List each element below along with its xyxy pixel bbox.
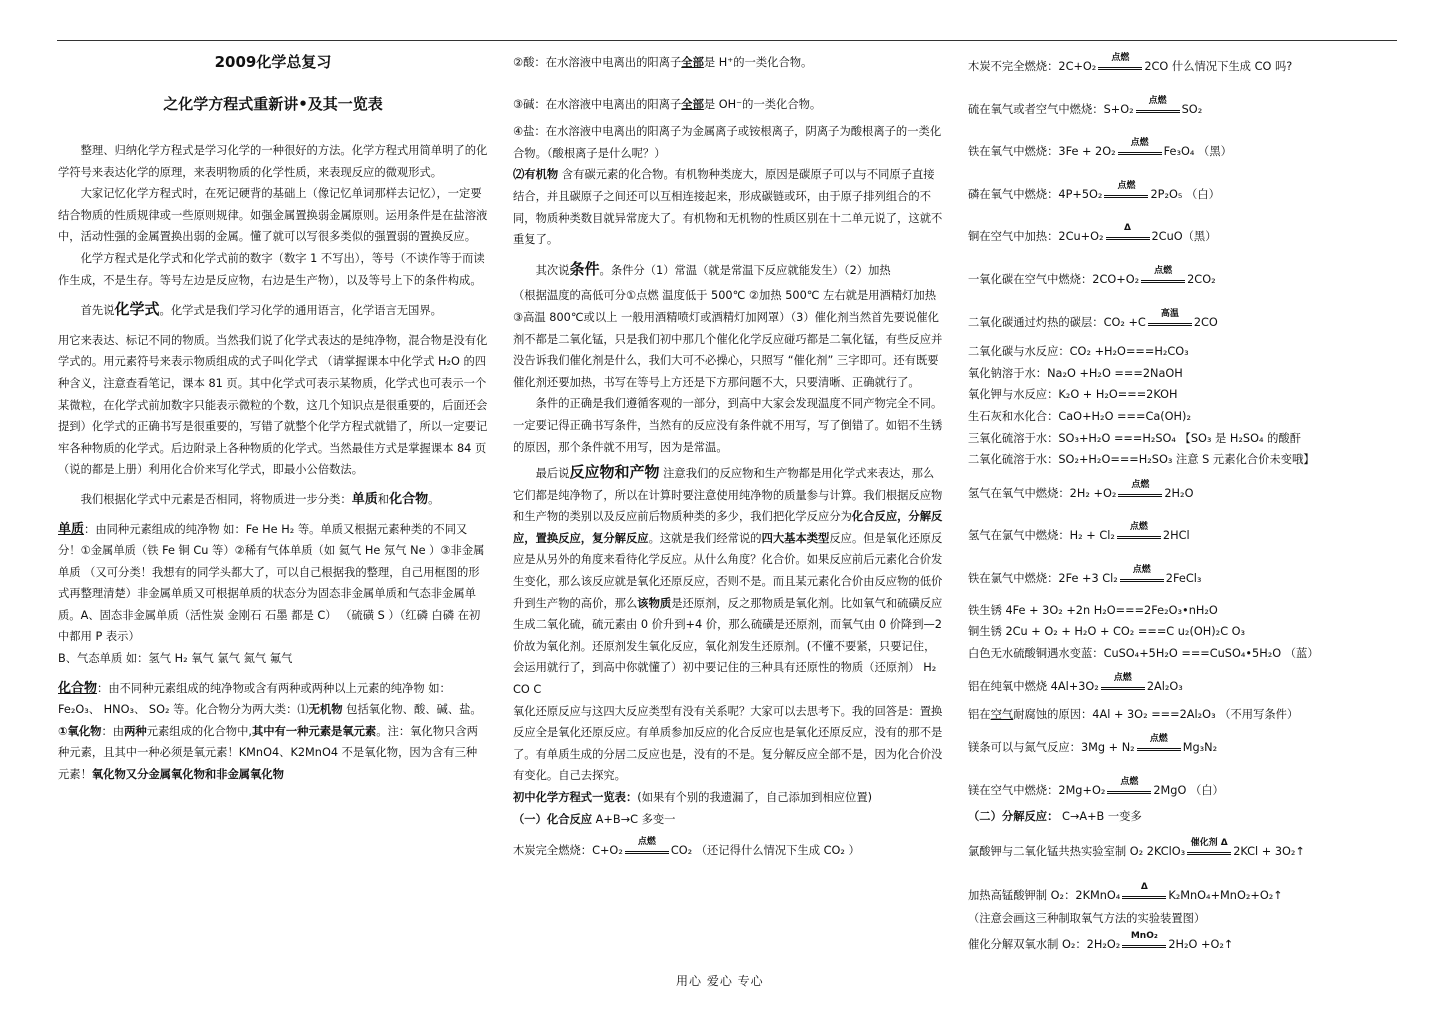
text: 注意我们的反应物和生产物都是用化学式来表达，那么它们都是纯净物了，所以在计算时要注意使用纯净物的质量参与计算。我们根据反应物和生产物的类别以及反应前后物质种类的多少，我们把化学反应分为	[513, 467, 943, 524]
text: 木炭不完全燃烧：2C+O₂	[968, 60, 1097, 73]
text: 镁在空气中燃烧：2Mg+O₂	[968, 784, 1106, 798]
text: 2H₂O	[1164, 486, 1194, 500]
equals-sign	[1120, 881, 1168, 899]
text: 硫在氧气或者空气中燃烧：S+O₂	[968, 102, 1134, 116]
text: 2Al₂O₃	[1146, 680, 1183, 694]
condition-label: 点燃	[1131, 479, 1150, 490]
double-bar	[1118, 152, 1162, 155]
doc-title: 2009化学总复习	[214, 53, 332, 71]
text: 2H₂O +O₂↑	[1168, 938, 1234, 952]
text: 2KCl + 3O₂↑	[1233, 845, 1305, 859]
paragraph-redox: 氧化还原反应与这四大反应类型有没有关系呢？大家可以去思考下。我的回答是：置换反应全是氧化还原反应。有单质参加反应的化合反应也是氧化还原反应，没有的那不是了。有单质生成的分居二反应也是，没有的不是。复分解反应全部不是，因为化合价没有变化。自己去探究。	[513, 704, 943, 783]
condition-label: 点燃	[1154, 265, 1173, 276]
equals-sign	[1099, 673, 1147, 690]
text: 是 H⁺的一类化合物。	[703, 56, 813, 69]
column-right	[968, 48, 1398, 956]
note-apparatus: （注意会画这三种制取氧气方法的实验装置图）	[968, 912, 1206, 926]
text: 是还原剂，反之那物质是氧化剂。比如氧气和硫磺反应生成二氧化硫，硫元素由 0 价升到+4 价，那么硫磺是还原剂，而氧气由 0 价降到—2 价故为氧化剂。还原剂发生氧化反应，氧化剂发生还原剂。(不懂不要紧，只要记住，会运用就行了，到高中你就懂了）初中要记住的三种具有还原性的物质（还原剂） H₂ CO C	[513, 596, 943, 697]
equals-sign	[1096, 53, 1144, 70]
condition-label: 点燃	[1117, 180, 1136, 191]
list-heading	[513, 787, 945, 809]
text: 。条件分（1）常温（就是常温下反应就能发生）（2）加热	[599, 263, 891, 277]
equation-row	[968, 138, 1398, 163]
double-bar	[1122, 945, 1166, 948]
text: SO₂	[1181, 102, 1203, 116]
equation-row	[968, 265, 1398, 291]
equation-row	[968, 53, 1398, 78]
def-acid	[513, 52, 945, 74]
text: 氯酸钾与二氧化锰共热实验室制 O₂ 2KClO₃	[968, 845, 1186, 859]
text: 2FeCl₃	[1165, 571, 1202, 585]
equation-kclo3	[968, 838, 1398, 863]
term-element: 单质	[351, 491, 378, 507]
paragraph-condition: （根据温度的高低可分①点燃 温度低于 500℃ ②加热 500℃ 左右就是用酒精灯加热③高温 800℃或以上 一般用酒精喷灯或酒精灯加网罩）（3）催化剂当然首先要说催化剂不都是二氧化锰，只是我们初中那几个催化化学反应碰巧都是二氧化锰，有些反应并没告诉我们催化剂是什么，我们大可不必操心，只照写 “催化剂” 三字即可。还有既要催化剂还要加热，书写在等号上方还是下方那问题不大，只要清晰、正确就行了。	[513, 289, 943, 389]
equals-sign	[623, 837, 671, 854]
text: 化合反应，分解反应，置换反应，复分解反应	[513, 510, 943, 545]
equals-sign	[1120, 931, 1168, 948]
text: ③碱：在水溶液中电离出的阳离子	[513, 97, 682, 111]
text: 铁在氧气中燃烧：3Fe + 2O₂	[968, 145, 1116, 159]
double-bar	[1098, 67, 1142, 70]
double-bar	[1107, 791, 1151, 794]
paragraph-condition-2: 条件的正确是我们遵循客观的一部分，到高中大家会发现温度不同产物完全不同。一定要记得正确书写条件，当然有的反应没有条件就不用写，写了倒错了。如铝不生锈的原因，那个条件就不用写，因为是常温。	[513, 397, 943, 454]
equals-sign	[1139, 265, 1187, 283]
equation-list-1	[968, 53, 1398, 333]
equals-sign	[1134, 95, 1182, 113]
double-bar	[1120, 579, 1164, 582]
text: 催化分解双氧水制 O₂：2H₂O₂	[968, 938, 1121, 952]
condition-label: Δ	[1124, 223, 1131, 234]
text: 空气	[990, 707, 1014, 721]
text: 。	[428, 492, 440, 506]
equals-sign	[1135, 734, 1183, 751]
equation-row: 氧化钾与水反应：K₂O + H₂O===2KOH	[968, 388, 1178, 402]
paragraph-condition-heading	[513, 259, 945, 282]
text: 2P₂O₅ （白）	[1150, 187, 1220, 201]
text: 2CO₂	[1187, 272, 1216, 286]
equals-sign	[1116, 479, 1164, 497]
double-bar	[1122, 896, 1166, 899]
double-bar	[1137, 748, 1181, 751]
equation-row: 生石灰和水化合：CaO+H₂O ===Ca(OH)₂	[968, 409, 1191, 423]
equation-row: 铜生锈 2Cu + O₂ + H₂O + CO₂ ===C u₂(OH)₂C O₃	[968, 625, 1246, 639]
condition-label: 点燃	[1113, 673, 1132, 684]
text: 木炭完全燃烧：C+O₂	[513, 844, 623, 858]
text: 2CO	[1193, 315, 1218, 329]
condition-label: 点燃	[1129, 522, 1148, 533]
text: ：由	[101, 724, 125, 738]
column-left	[58, 48, 488, 786]
text: 一氧化碳在空气中燃烧：2CO+O₂	[968, 272, 1140, 286]
text: K₂MnO₄+MnO₂+O₂↑	[1168, 888, 1283, 902]
double-bar	[1117, 536, 1161, 539]
text: 。这就是我们经常说的	[648, 531, 762, 545]
equation-h2o2	[968, 931, 1398, 956]
text: 元素组成的化合物中,	[146, 724, 252, 738]
condition-label: MnO₂	[1130, 931, 1158, 942]
double-bar	[1141, 280, 1185, 283]
equation-row	[968, 734, 1398, 759]
column-middle	[513, 48, 945, 862]
text: 全部	[681, 97, 704, 111]
condition-label: Δ	[1140, 881, 1148, 892]
text: 最后说	[535, 467, 570, 481]
equation-list-3	[968, 734, 1398, 801]
equation-list-plain-1	[968, 341, 1398, 471]
equation-row: 三氧化硫溶于水：SO₃+H₂O ===H₂SO₄ 【SO₃ 是 H₂SO₄ 的酸酐	[968, 431, 1302, 445]
text: 其中有一种元素是氧元素	[251, 724, 377, 738]
paragraph-memory: 大家记忆化学方程式时，在死记硬背的基础上（像记忆单词那样去记忆），一定要结合物质的性质规律或一些原则规律。如强金属置换弱金属原则。运用条件是在盐溶液中，活动性强的金属置换出弱的金属。懂了就可以写很多类似的强置弱的置换反应。	[58, 187, 488, 244]
text: 初中化学方程式一览表：	[513, 791, 638, 804]
text: 2CO 什么情况下生成 CO 吗?	[1144, 60, 1293, 73]
condition-label: 点燃	[1148, 95, 1167, 106]
paragraph-formula: 用它来表达、标记不同的物质。当然我们说了化学式表达的是纯净物，混合物是没有化学式的。用元素符号来表示物质组成的式子叫化学式 （请掌握课本中化学式 H₂O 的四种含义，注意查看笔记，课本 81 页。其中化学式可表示某物质，化学式也可表示一个某微粒，在化学式前加数字只能表示微粒的个数，这几个知识点是很重要的，后面还会提到）化学式的正确书写是很重要的，写错了就整个化学方程式就错了，所以一定要记牢各种物质的化学式。后边附录上各种物质的化学式。当然最佳方式是掌握课本 84 页（说的都是上册）利用化合价来写化学式，即最小公倍数法。	[58, 333, 488, 477]
term-element-head: 单质	[58, 521, 85, 537]
condition-label: 催化剂 Δ	[1190, 838, 1228, 849]
text: 含有碳元素的化合物。有机物种类庞大，原因是碳原子可以与不同原子直接结合，并且碳原子之间还可以互相连接起来，形成碳链或环，由于原子排列组合的不同，物质种类数目就异常庞大了。有机物和无机物的性质区别在十二单元说了，这就不重复了。	[513, 168, 943, 247]
paragraph-reactants	[513, 462, 945, 701]
equation-row: 白色无水硫酸铜遇水变蓝：CuSO₄+5H₂O ===CuSO₄•5H₂O （蓝）	[968, 646, 1319, 660]
equation-row	[968, 180, 1398, 206]
paragraph-intro: 整理、归纳化学方程式是学习化学的一种很好的方法。化学方程式用简单明了的化学符号来表达化学的原理，来表明物质的化学性质，来表现反应的微观形式。	[58, 144, 488, 179]
text: 两种	[124, 724, 147, 738]
condition-label: 点燃	[637, 837, 656, 848]
condition-label: 点燃	[1132, 564, 1151, 575]
equation-list-plain-2	[968, 600, 1398, 665]
text: 。注：氧化物只含两种元素，且其中一种必须是氧元素！KMnO4、K2MnO4 不是氧化物，因为含有三种元素！	[58, 724, 478, 782]
equals-sign	[1104, 223, 1152, 240]
text: ：由同种元素组成的纯净物 如：Fe He H₂ 等。单质又根据元素种类的不同又分！①金属单质（铁 Fe 铜 Cu 等）②稀有气体单质（如 氦气 He 氖气 Ne ）③非金属单质 （又可分类！我想有的同学头都大了，可以自己根据我的整理，自己用框图的形式再整理清楚）非金属单质又可根据单质的状态分为固态非金属单质和气态非金属单质。A、固态非金属单质（活性炭 金刚石 石墨 都是 C） （硫磺 S ）（红磷 白磷 在初中都用 P 表示）	[58, 522, 485, 644]
text: A+B→C 多变一	[592, 812, 676, 826]
paragraph-equation-def: 化学方程式是化学式和化学式前的数字（数字 1 不写出），等号（不读作等于而读作生成，不是生存。等号左边是反应物，右边是生产物），以及等号上下的条件构成。	[58, 251, 485, 287]
condition-label: 点燃	[1130, 138, 1149, 149]
paragraph-formula-heading	[58, 299, 488, 322]
equals-sign	[1185, 838, 1233, 855]
equation-row: 氧化钠溶于水：Na₂O +H₂O ===2NaOH	[968, 366, 1183, 380]
equation-row: 铁生锈 4Fe + 3O₂ +2n H₂O===2Fe₂O₃•nH₂O	[968, 603, 1218, 617]
equation-row	[968, 95, 1398, 121]
equals-sign	[1102, 180, 1150, 198]
text: 和	[377, 492, 390, 506]
text: 我们根据化学式中元素是否相同，将物质进一步分类：	[80, 492, 352, 506]
section-decomposition	[968, 806, 1398, 828]
equals-sign	[1105, 777, 1153, 794]
equation-row	[968, 777, 1398, 802]
text: 2MgO （白）	[1153, 784, 1224, 798]
text: CO₂ （还记得什么情况下生成 CO₂ ）	[670, 844, 860, 858]
text: Fe₃O₄ （黑）	[1163, 145, 1232, 159]
double-bar	[625, 851, 669, 854]
equation-kmno4	[968, 881, 1398, 907]
term-compound: 化合物	[389, 491, 429, 507]
heading-condition: 条件	[569, 259, 600, 278]
equation-row	[968, 308, 1398, 334]
double-bar	[1101, 687, 1145, 690]
text: 氢气在氧气中燃烧：2H₂ +O₂	[968, 486, 1117, 500]
equals-sign	[1115, 522, 1163, 539]
text: 铁在氯气中燃烧：2Fe +3 Cl₂	[968, 571, 1118, 585]
equation-row	[968, 564, 1398, 590]
text: 氢气在氯气中燃烧：H₂ + Cl₂	[968, 529, 1115, 543]
def-base	[513, 94, 945, 116]
equation-row: 二氧化硫溶于水：SO₂+H₂O===H₂SO₃ 注意 S 元素化合价未变哦】	[968, 453, 1315, 467]
page-footer: 用心 爱心 专心	[676, 974, 764, 988]
text: 加热高锰酸钾制 O₂：2KMnO₄	[968, 888, 1121, 902]
text: 该物质	[637, 596, 672, 610]
text: (如果有个别的我遗漏了，自己添加到相应位置)	[637, 791, 873, 804]
text: 首先说	[80, 304, 115, 318]
equation-list-2	[968, 479, 1398, 590]
paragraph-gas-element: B、气态单质 如：氢气 H₂ 氧气 氯气 氮气 氟气	[58, 652, 293, 666]
equation-row	[968, 522, 1398, 547]
equation-carbon-complete	[513, 837, 945, 862]
text: 镁条可以与氮气反应：3Mg + N₂	[968, 741, 1135, 755]
double-bar	[1136, 110, 1180, 113]
double-bar	[1148, 323, 1192, 326]
term-compound-head: 化合物	[58, 680, 98, 696]
text: 是 OH⁻的一类化合物。	[703, 97, 822, 111]
text: Mg₃N₂	[1182, 741, 1218, 755]
text: 。化学式是我们学习化学的通用语言，化学语言无国界。	[159, 304, 442, 318]
equals-sign	[1118, 564, 1166, 582]
text: 四大基本类型	[761, 531, 830, 545]
text: 铜在空气中加热：2Cu+O₂	[968, 230, 1104, 244]
top-rule	[57, 40, 1397, 41]
text: 铝在纯氧中燃烧 4Al+3O₂	[968, 680, 1099, 694]
equation-al-oxygen	[968, 673, 1398, 698]
equation-row	[968, 223, 1398, 248]
def-salt: ④盐：在水溶液中电离出的阳离子为金属离子或铵根离子，阴离子为酸根离子的一类化合物。（酸根离子是什么呢？）	[513, 125, 942, 160]
heading-formula: 化学式	[114, 300, 160, 319]
text: （二）分解反应：	[968, 809, 1059, 823]
section-combination	[513, 809, 945, 831]
double-bar	[1106, 237, 1150, 240]
equation-row: 二氧化碳与水反应：CO₂ +H₂O===H₂CO₃	[968, 345, 1189, 359]
heading-reactants: 反应物和产物	[569, 463, 660, 482]
double-bar	[1118, 494, 1162, 497]
equation-al-rust	[968, 704, 1398, 726]
text: 氧化物又分金属氧化物和非金属氧化物	[91, 768, 284, 782]
text: 磷在氧气中燃烧：4P+5O₂	[968, 187, 1103, 201]
doc-subtitle: 之化学方程式重新讲•及其一览表	[163, 95, 383, 113]
text: 2CuO（黑）	[1151, 230, 1217, 244]
term-inorganic: 无机物	[308, 703, 343, 717]
text: 2HCl	[1162, 529, 1190, 543]
text: 铝在	[968, 707, 991, 721]
paragraph-element	[58, 519, 488, 649]
equation-row	[968, 479, 1398, 505]
text: 其次说	[535, 263, 570, 277]
term-oxide: ①氧化物	[58, 724, 102, 738]
text: ：由不同种元素组成的纯净物或含有两种或两种以上元素的纯净物 如：Fe₂O₃、 HNO₃、 SO₂ 等。化合物分为两大类：⑴	[58, 681, 451, 717]
condition-label: 点燃	[1111, 53, 1130, 63]
text: 耐腐蚀的原因：4Al + 3O₂ ===2Al₂O₃ （不用写条件）	[1013, 707, 1299, 721]
def-organic	[513, 164, 945, 250]
text: C→A+B 一变多	[1058, 809, 1142, 823]
condition-label: 点燃	[1120, 777, 1139, 788]
paragraph-compound	[58, 678, 488, 721]
text: （一）化合反应	[513, 812, 593, 826]
text: 二氧化碳通过灼热的碳层：CO₂ +C	[968, 315, 1146, 329]
double-bar	[1187, 852, 1231, 855]
text: 全部	[681, 56, 704, 69]
term-organic: ⑵有机物	[513, 168, 559, 182]
text: 包括氧化物、酸、碱、盐。	[342, 703, 482, 717]
text: 反应。但是氧化还原反应是从另外的角度来看待化学反应。从什么角度？化合价。如果反应前后元素化合价发生变化，那么该反应就是氧化还原反应，否则不是。而且某元素化合价由反应物的低价升到生产物的高价，那么	[513, 531, 943, 610]
equals-sign	[1146, 308, 1194, 326]
paragraph-oxide	[58, 721, 488, 786]
double-bar	[1104, 195, 1148, 198]
text: ②酸：在水溶液中电离出的阳离子	[513, 56, 682, 69]
equals-sign	[1116, 138, 1164, 155]
paragraph-classify	[58, 489, 488, 511]
condition-label: 点燃	[1149, 734, 1168, 745]
condition-label: 高温	[1160, 308, 1179, 319]
